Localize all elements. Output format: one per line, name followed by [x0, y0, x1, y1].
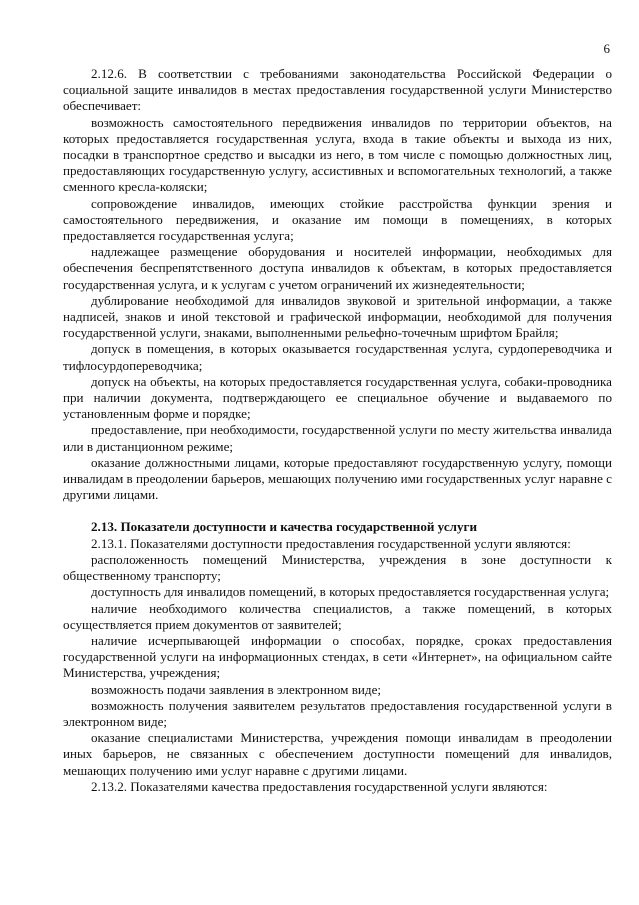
paragraph: допуск на объекты, на которых предоставляется государственная услуга, собаки-проводника при наличии документа, подтверждающего ее специальное обучение и выдаваемого по установленным форме и порядке;	[63, 373, 612, 422]
paragraph: дублирование необходимой для инвалидов звуковой и зрительной информации, а также надписей, знаков и иной текстовой и графической информации, необходимой для получения государственной услуги, знаками, выполненными рельефно-точечным шрифтом Брайля;	[63, 292, 612, 341]
paragraph: доступность для инвалидов помещений, в которых предоставляется государственная услуга;	[91, 584, 610, 600]
paragraph: наличие исчерпывающей информации о способах, порядке, сроках предоставления государственной услуги на информационных стендах, в сети «Интернет», на официальном сайте Министерства, учреждения;	[63, 632, 612, 681]
paragraph-2-13-1: 2.13.1. Показателями доступности предоставления государственной услуги являются:	[91, 535, 571, 551]
page-number: 6	[603, 41, 610, 56]
paragraph: надлежащее размещение оборудования и носителей информации, необходимых для обеспечения беспрепятственного доступа инвалидов к объектам, в которых предоставляется государственная услуга, и к услугам с учетом ограничений их жизнедеятельности;	[63, 244, 612, 292]
paragraph: наличие необходимого количества специалистов, а также помещений, в которых осуществляется прием документов от заявителей;	[63, 600, 612, 632]
paragraph: расположенность помещений Министерства, учреждения в зоне доступности к общественному транспорту;	[63, 551, 612, 584]
paragraph: предоставление, при необходимости, государственной услуги по месту жительства инвалида или в дистанционном режиме;	[63, 422, 612, 454]
section-heading-2-13: 2.13. Показатели доступности и качества государственной услуги	[91, 519, 478, 535]
document-body	[63, 66, 612, 795]
paragraph: оказание должностными лицами, которые предоставляют государственную услугу, помощи инвалидам в преодолении барьеров, мешающих получению ими государственных услуг наравне с другими лицами.	[63, 454, 612, 503]
paragraph: возможность получения заявителем результатов предоставления государственной услуги в электронном виде;	[63, 697, 612, 729]
paragraph-2-12-6: 2.12.6. В соответствии с требованиями законодательства Российской Федерации о социальной защите инвалидов в местах предоставления государственной услуги Министерство обеспечивает:	[63, 66, 612, 114]
paragraph: допуск в помещения, в которых оказывается государственная услуга, сурдопереводчика и тифлосурдопереводчика;	[63, 341, 612, 373]
paragraph-2-13-2: 2.13.2. Показателями качества предоставления государственной услуги являются:	[91, 778, 548, 794]
paragraph: возможность самостоятельного передвижения инвалидов по территории объектов, на которых предоставляется государственная услуга, входа в такие объекты и выхода из них, посадки в транспортное средство и высадки из него, в том числе с помощью должностных лиц, предоставляющих государственную услугу, ассистивных и вспомогательных технологий, а также сменного кресла-коляски;	[63, 114, 612, 195]
paragraph: возможность подачи заявления в электронном виде;	[91, 681, 382, 697]
paragraph: сопровождение инвалидов, имеющих стойкие расстройства функции зрения и самостоятельного передвижения, и оказание им помощи в помещениях, в которых предоставляется государственная услуга;	[63, 195, 612, 244]
paragraph: оказание специалистами Министерства, учреждения помощи инвалидам в преодолении иных барьеров, не связанных с обеспечением доступности помещений для инвалидов, мешающих получению ими услуг наравне с другими лицами.	[63, 730, 612, 778]
